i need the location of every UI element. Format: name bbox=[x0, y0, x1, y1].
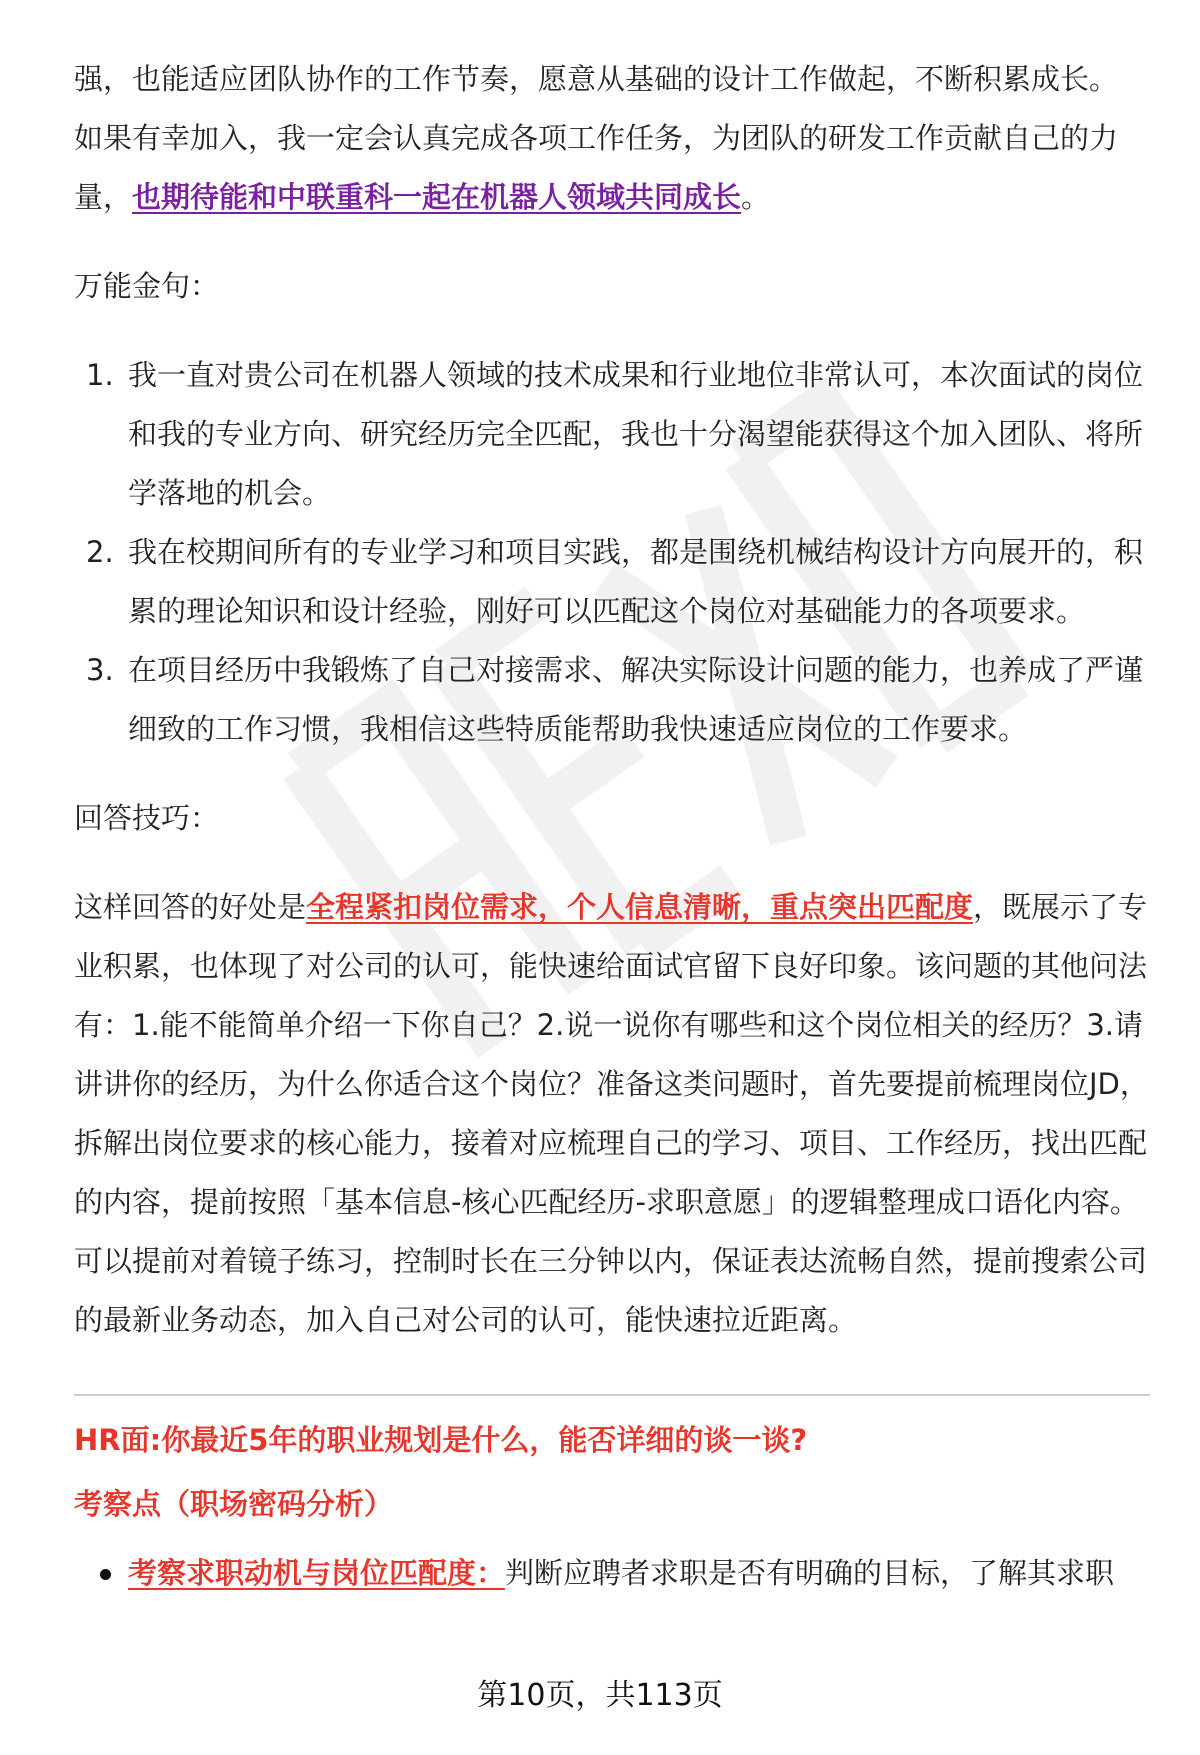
page-footer: 第10页，共113页 bbox=[477, 1678, 723, 1713]
list-item-text: 我在校期间所有的专业学习和项目实践，都是围绕机械结构设计方向展开的，积累的理论知识和设计经验，刚好可以匹配这个岗位对基础能力的各项要求。 bbox=[128, 535, 1144, 628]
bullet-dot-icon bbox=[100, 1569, 111, 1580]
list-item-number: 1. bbox=[86, 358, 114, 392]
tips-heading: 回答技巧： bbox=[74, 801, 220, 835]
hr-question-heading: HR面:你最近5年的职业规划是什么，能否详细的谈一谈? bbox=[74, 1423, 808, 1457]
intro-line-3-suffix: 。 bbox=[741, 180, 771, 214]
bullet-text: 判断应聘者求职是否有明确的目标，了解其求职 bbox=[505, 1556, 1115, 1590]
tips-prefix: 这样回答的好处是 bbox=[74, 890, 307, 924]
list-item bbox=[74, 641, 1150, 759]
document-page bbox=[74, 50, 1150, 1603]
golden-list bbox=[74, 346, 1150, 759]
bullet-label: 考察求职动机与岗位匹配度： bbox=[128, 1556, 506, 1590]
tips-paragraph bbox=[74, 878, 1150, 1350]
tips-rest: ，既展示了专业积累，也体现了对公司的认可，能快速给面试官留下良好印象。该问题的其他问法有：1.能不能简单介绍一下你自己？2.说一说你有哪些和这个岗位相关的经历？3.请讲讲你的经历，为什么你适合这个岗位？准备这类问题时，首先要提前梳理岗位JD，拆解出岗位要求的核心能力，接着对应梳理自己的学习、项目、工作经历，找出匹配的内容，提前按照「基本信息-核心匹配经历-求职意愿」的逻辑整理成口语化内容。可以提前对着镜子练习，控制时长在三分钟以内，保证表达流畅自然，提前搜索公司的最新业务动态，加入自己对公司的认可，能快速拉近距离。 bbox=[74, 890, 1149, 1337]
intro-line-2: 如果有幸加入，我一定会认真完成各项工作任务，为团队的研发工作贡献自己的力 bbox=[74, 121, 1119, 155]
intro-paragraph bbox=[74, 50, 1150, 227]
list-item-text: 我一直对贵公司在机器人领域的技术成果和行业地位非常认可，本次面试的岗位和我的专业方向、研究经历完全匹配，我也十分渴望能获得这个加入团队、将所学落地的机会。 bbox=[128, 358, 1144, 510]
hr-subheading: 考察点（职场密码分析） bbox=[74, 1487, 394, 1521]
list-item-number: 3. bbox=[86, 653, 114, 687]
intro-line-1: 强，也能适应团队协作的工作节奏，愿意从基础的设计工作做起，不断积累成长。 bbox=[74, 62, 1119, 96]
intro-highlight: 也期待能和中联重科一起在机器人领域共同成长 bbox=[132, 180, 742, 214]
hr-bullet-list bbox=[74, 1544, 1150, 1603]
list-item bbox=[74, 346, 1150, 523]
list-item bbox=[74, 1544, 1150, 1603]
list-item-text: 在项目经历中我锻炼了自己对接需求、解决实际设计问题的能力，也养成了严谨细致的工作习惯，我相信这些特质能帮助我快速适应岗位的工作要求。 bbox=[128, 653, 1144, 746]
tips-highlight: 全程紧扣岗位需求，个人信息清晰，重点突出匹配度 bbox=[306, 890, 974, 924]
intro-line-3-prefix: 量， bbox=[74, 180, 133, 214]
intro-line-3 bbox=[74, 168, 1150, 227]
list-item bbox=[74, 523, 1150, 641]
list-item-number: 2. bbox=[86, 535, 114, 569]
golden-heading: 万能金句： bbox=[74, 269, 220, 303]
